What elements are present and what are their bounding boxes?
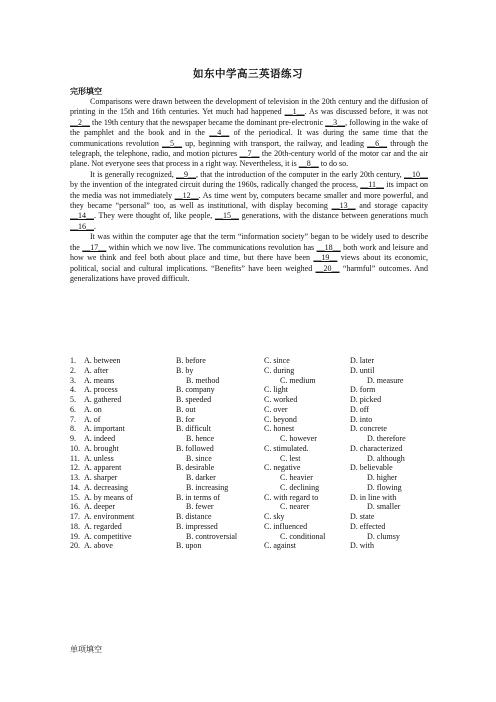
option-row <box>70 512 430 522</box>
option-d: D. into <box>350 414 373 424</box>
blank-marker: __18__ <box>316 242 341 252</box>
question-number: 1. <box>70 356 76 365</box>
question-number: 12. <box>70 463 80 473</box>
option-a: A. means <box>84 375 115 385</box>
question-number: 5. <box>70 395 76 404</box>
option-row <box>70 522 430 532</box>
passage-text: through the telegraph, the telephone, radio, and motion pictures <box>70 138 428 159</box>
section-heading-single-choice: 单项填空 <box>70 645 102 654</box>
page-title: 如东中学高三英语练习 <box>193 68 303 80</box>
passage-text: , that the introduction of the computer in the early 20th century, <box>196 169 405 179</box>
option-b: B. impressed <box>176 521 218 531</box>
passage-paragraph <box>70 232 428 284</box>
option-c: C. against <box>264 541 296 551</box>
passage-text: generations, with the distance between generations much <box>238 211 428 221</box>
question-number: 8. <box>70 424 76 434</box>
question-number: 10. <box>70 443 80 453</box>
option-d: D. with <box>350 541 374 551</box>
option-row <box>70 444 430 454</box>
section-heading-cloze: 完形填空 <box>70 87 102 96</box>
option-d: D. smaller <box>367 502 401 512</box>
passage-text: to do so. <box>318 159 349 169</box>
passage-text: views about its economic, political, social and cultural implications. “Benefits” have been weighed <box>70 253 428 273</box>
option-b: B. by <box>176 365 194 375</box>
option-row <box>70 395 430 405</box>
blank-marker: __1__ <box>284 107 305 117</box>
option-row <box>70 405 430 415</box>
blank-marker: __5__ <box>162 138 183 148</box>
passage-text: within which we now live. The communications revolution has <box>106 242 317 252</box>
option-d: D. higher <box>367 473 398 482</box>
option-d: D. off <box>350 404 369 414</box>
passage-text: up, beginning with transport, the railway, and leading <box>182 138 368 148</box>
blank-marker: __10__ <box>404 169 429 179</box>
option-d: D. in line with <box>350 492 397 502</box>
option-a: A. deeper <box>84 502 116 512</box>
option-b: B. darker <box>186 473 216 482</box>
option-row <box>70 541 430 551</box>
option-row <box>70 473 430 483</box>
option-d: D. clumsy <box>367 531 400 541</box>
question-number: 6. <box>70 404 76 414</box>
option-a: A. brought <box>84 443 119 453</box>
option-b: B. controversial <box>186 531 238 541</box>
passage-text: its impact on the media was not immediately <box>70 180 429 200</box>
question-number: 20. <box>70 541 80 551</box>
option-d: D. flowing <box>367 482 402 492</box>
option-d: D. until <box>350 365 375 375</box>
option-a: A. indeed <box>84 434 116 443</box>
option-c: C. negative <box>264 463 301 473</box>
option-row <box>70 483 430 493</box>
blank-marker: __4__ <box>209 128 230 138</box>
cloze-passage <box>70 97 428 284</box>
option-b: B. out <box>176 404 196 414</box>
option-row <box>70 532 430 542</box>
question-number: 9. <box>70 434 76 443</box>
question-number: 2. <box>70 365 76 375</box>
question-number: 14. <box>70 482 80 492</box>
option-c: C. since <box>264 356 290 365</box>
option-row <box>70 376 430 386</box>
blank-marker: __12__ <box>174 190 199 200</box>
option-b: B. difficult <box>176 424 211 434</box>
passage-text: Comparisons were drawn between the development of television in the 20th century and the diffusion of printing in the 15th and 16th centuries. Yet much had happened <box>70 97 428 117</box>
option-b: B. desirable <box>176 463 215 473</box>
blank-marker: __8__ <box>298 159 319 169</box>
option-c: C. sky <box>264 512 285 521</box>
blank-marker: __6__ <box>367 138 388 148</box>
option-c: C. however <box>280 434 317 443</box>
option-a: A. gathered <box>84 395 122 404</box>
question-number: 7. <box>70 414 76 424</box>
option-b: B. before <box>176 356 206 365</box>
option-row <box>70 366 430 376</box>
option-row <box>70 454 430 464</box>
question-number: 18. <box>70 521 80 531</box>
question-number: 13. <box>70 473 80 482</box>
option-row <box>70 502 430 512</box>
question-number: 3. <box>70 375 76 385</box>
blank-marker: __9__ <box>176 169 197 179</box>
passage-text: , following in the wake of the pamphlet and the book and in the <box>70 117 428 138</box>
option-c: C. lest <box>280 453 301 463</box>
option-row <box>70 493 430 503</box>
option-a: A. sharper <box>84 473 118 482</box>
option-c: C. beyond <box>264 414 297 424</box>
blank-marker: __3__ <box>325 117 346 127</box>
option-a: A. on <box>84 404 102 414</box>
option-row <box>70 356 430 366</box>
option-row <box>70 385 430 395</box>
option-a: A. after <box>84 365 109 375</box>
option-b: B. in terms of <box>176 492 220 502</box>
option-a: A. important <box>84 424 125 434</box>
blank-marker: __2__ <box>70 117 90 127</box>
blank-marker: __16__ <box>70 221 94 231</box>
passage-text: both work and leisure and how we think and feel both about place and time, but there have been <box>70 242 428 263</box>
option-c: C. with regard to <box>264 492 319 502</box>
option-d: D. believable <box>350 463 393 473</box>
passage-text: . They were thought of, like people, <box>94 211 215 221</box>
option-row <box>70 424 430 434</box>
option-row <box>70 434 430 444</box>
blank-marker: __20__ <box>315 263 340 273</box>
passage-text: of the periodical. It was during the same time that the communications revolution <box>70 128 428 148</box>
passage-text: It is generally recognized, <box>90 169 177 179</box>
option-row <box>70 463 430 473</box>
option-c: C. honest <box>264 424 295 434</box>
option-c: C. light <box>264 385 289 395</box>
option-d: D. effected <box>350 521 386 531</box>
passage-text: It was within the computer age that the term “information society” began to be widely used to describe the <box>70 232 428 252</box>
passage-paragraph <box>70 97 428 170</box>
option-b: B. upon <box>176 541 202 551</box>
option-d: D. measure <box>367 375 404 385</box>
passage-text: by the invention of the integrated circuit during the 1960s, radically changed the process, <box>70 180 361 190</box>
blank-marker: __13__ <box>331 201 356 211</box>
option-a: A. of <box>84 414 101 424</box>
blank-marker: __14__ <box>70 211 94 221</box>
passage-text: . As was discussed before, it was not <box>304 107 428 117</box>
option-d: D. picked <box>350 395 382 404</box>
option-d: D. therefore <box>367 434 406 443</box>
option-row <box>70 415 430 425</box>
passage-text: . <box>94 221 96 231</box>
passage-text: “harmful” outcomes. And generalizations have proved difficult. <box>70 263 428 283</box>
passage-text: and storage capacity <box>355 201 428 211</box>
option-b: B. company <box>176 385 215 395</box>
option-a: A. unless <box>84 453 114 463</box>
option-a: A. environment <box>84 512 135 521</box>
option-c: C. during <box>264 365 295 375</box>
option-c: C. medium <box>280 375 316 385</box>
question-number: 15. <box>70 492 80 502</box>
question-number: 17. <box>70 512 80 521</box>
question-number: 11. <box>70 453 80 463</box>
option-a: A. by means of <box>84 492 133 502</box>
question-number: 4. <box>70 385 76 395</box>
option-a: A. decreasing <box>84 482 128 492</box>
option-b: B. method <box>186 375 220 385</box>
option-d: D. state <box>350 512 375 521</box>
option-b: B. speeded <box>176 395 212 404</box>
passage-paragraph <box>70 170 428 232</box>
option-b: B. increasing <box>186 482 229 492</box>
option-d: D. later <box>350 356 374 365</box>
blank-marker: __15__ <box>214 211 239 221</box>
option-d: D. although <box>367 453 405 463</box>
blank-marker: __7__ <box>239 149 260 159</box>
option-a: A. between <box>84 356 121 365</box>
option-b: B. hence <box>186 434 214 443</box>
blank-marker: __11__ <box>360 180 384 190</box>
option-b: B. for <box>176 414 195 424</box>
option-b: B. fewer <box>186 502 214 512</box>
question-number: 16. <box>70 502 80 512</box>
option-c: C. conditional <box>280 531 326 541</box>
option-a: A. apparent <box>84 463 122 473</box>
option-d: D. concrete <box>350 424 387 434</box>
option-a: A. process <box>84 385 118 395</box>
option-a: A. above <box>84 541 113 551</box>
option-c: C. heavier <box>280 473 313 482</box>
question-number: 19. <box>70 531 80 541</box>
option-a: A. competitive <box>84 531 132 541</box>
option-c: C. worked <box>264 395 298 404</box>
option-c: C. declining <box>280 482 320 492</box>
option-b: B. followed <box>176 443 214 453</box>
passage-text: . As time went by, computers became smaller and more powerful, and they became “personal” too, as well as institutional, with display becoming <box>70 190 428 211</box>
option-c: C. stimulated. <box>264 443 309 453</box>
option-b: B. distance <box>176 512 212 521</box>
option-b: B. since <box>186 453 212 463</box>
option-c: C. influenced <box>264 521 308 531</box>
option-c: C. over <box>264 404 288 414</box>
option-d: D. form <box>350 385 376 395</box>
answer-options-list <box>70 356 430 551</box>
option-a: A. regarded <box>84 521 122 531</box>
blank-marker: __19__ <box>313 253 338 263</box>
passage-text: the 19th century that the newspaper became the dominant pre-electronic <box>90 117 326 127</box>
passage-text: the 20th-century world of the motor car and the air plane. Not everyone sees that process in a right way. Nevertheless, it is <box>70 149 428 169</box>
option-d: D. characterized <box>350 443 403 453</box>
option-c: C. nearer <box>280 502 310 512</box>
blank-marker: __17__ <box>82 242 107 252</box>
